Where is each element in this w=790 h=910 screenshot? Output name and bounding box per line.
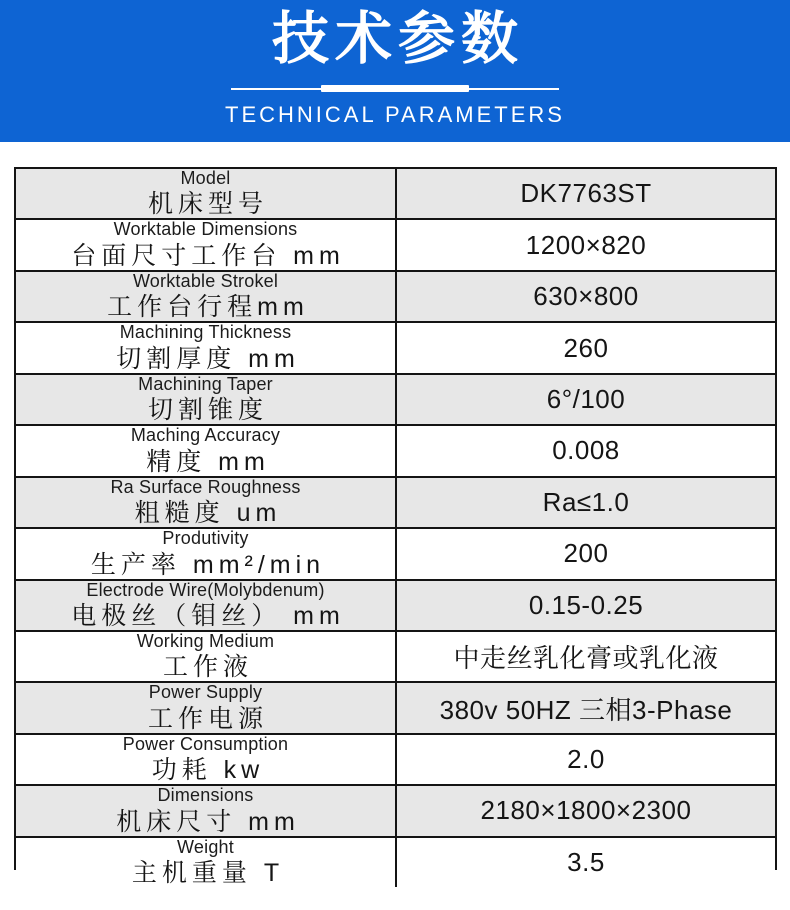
parameter-label-zh: 功耗 kw <box>151 756 265 785</box>
parameter-label-zh: 工作电源 <box>147 704 268 733</box>
spec-table <box>14 167 777 888</box>
parameter-label-zh: 工作液 <box>162 653 253 682</box>
parameter-label-en: Ra Surface Roughness <box>110 477 301 497</box>
table-row <box>16 169 775 218</box>
value-cell <box>397 581 775 630</box>
value-cell <box>397 735 775 784</box>
parameter-cell <box>16 581 397 630</box>
parameter-cell <box>16 323 397 372</box>
parameter-label-en: Machining Thickness <box>119 323 292 343</box>
table-row <box>16 630 775 681</box>
parameter-value: 6°/100 <box>546 383 626 414</box>
parameter-value: 260 <box>563 332 609 363</box>
parameter-label-zh: 精度 mm <box>146 447 270 476</box>
parameter-value: 630×800 <box>533 281 639 312</box>
title-divider <box>231 85 559 93</box>
parameter-label-en: Machining Taper <box>138 374 273 394</box>
parameter-label-en: Model <box>180 169 231 188</box>
parameter-value: 2.0 <box>567 744 605 775</box>
value-cell <box>397 426 775 475</box>
value-cell <box>397 478 775 527</box>
parameter-value: 380v 50HZ 三相3-Phase <box>439 694 733 725</box>
parameter-cell <box>16 478 397 527</box>
parameter-label-en: Weight <box>177 837 234 857</box>
parameter-label-en: Working Medium <box>136 631 275 651</box>
page-subtitle: TECHNICAL PARAMETERS <box>225 101 565 127</box>
parameter-cell <box>16 529 397 578</box>
parameter-value: 2180×1800×2300 <box>480 795 692 826</box>
header-banner <box>0 0 790 142</box>
parameter-value: 3.5 <box>567 846 605 877</box>
parameter-label-zh: 切割厚度 mm <box>116 344 300 373</box>
value-cell <box>397 529 775 578</box>
value-cell <box>397 786 775 835</box>
table-row <box>16 681 775 732</box>
table-row <box>16 424 775 475</box>
table-row <box>16 784 775 835</box>
page-title: 技术参数 <box>272 7 524 71</box>
parameter-cell <box>16 786 397 835</box>
parameter-cell <box>16 838 397 887</box>
parameter-value: DK7763ST <box>520 178 652 209</box>
table-row <box>16 270 775 321</box>
parameter-label-en: Worktable Dimensions <box>113 220 298 240</box>
parameter-label-en: Dimensions <box>157 786 254 806</box>
parameter-label-zh: 台面尺寸工作台 mm <box>71 241 345 270</box>
parameter-cell <box>16 169 397 218</box>
parameter-value: 0.008 <box>552 435 620 466</box>
parameter-label-zh: 粗糙度 um <box>134 499 282 528</box>
parameter-label-zh: 工作台行程mm <box>107 293 309 322</box>
parameter-label-en: Power Supply <box>148 683 263 703</box>
parameter-label-zh: 主机重量 T <box>131 859 285 888</box>
value-cell <box>397 375 775 424</box>
parameter-label-en: Power Consumption <box>122 734 289 754</box>
parameter-cell <box>16 683 397 732</box>
table-row <box>16 476 775 527</box>
parameter-value: 200 <box>563 538 609 569</box>
divider-bar-center <box>321 85 469 92</box>
parameter-cell <box>16 272 397 321</box>
parameter-cell <box>16 375 397 424</box>
table-row <box>16 218 775 269</box>
parameter-label-zh: 生产率 mm²/min <box>90 550 326 579</box>
parameter-label-en: Maching Accuracy <box>130 426 281 446</box>
table-row <box>16 836 775 887</box>
value-cell <box>397 323 775 372</box>
parameter-cell <box>16 735 397 784</box>
table-row <box>16 373 775 424</box>
parameter-label-zh: 切割锥度 <box>147 396 268 425</box>
value-cell <box>397 683 775 732</box>
parameter-value: 0.15-0.25 <box>528 589 644 620</box>
value-cell <box>397 220 775 269</box>
parameter-label-zh: 机床型号 <box>147 190 268 219</box>
parameter-label-en: Produtivity <box>162 529 249 549</box>
parameter-label-zh: 机床尺寸 mm <box>116 807 300 836</box>
parameter-value: 中走丝乳化膏或乳化液 <box>453 643 719 674</box>
value-cell <box>397 169 775 218</box>
parameter-cell <box>16 426 397 475</box>
value-cell <box>397 272 775 321</box>
parameter-label-en: Worktable Strokel <box>132 271 279 291</box>
parameter-value: Ra≤1.0 <box>542 486 630 517</box>
table-row <box>16 527 775 578</box>
value-cell <box>397 838 775 887</box>
value-cell <box>397 632 775 681</box>
divider-line-left <box>231 88 321 90</box>
table-row <box>16 321 775 372</box>
table-row <box>16 579 775 630</box>
parameter-label-zh: 电极丝（钼丝） mm <box>71 601 345 630</box>
table-row <box>16 733 775 784</box>
divider-line-right <box>469 88 559 90</box>
parameter-cell <box>16 220 397 269</box>
parameter-value: 1200×820 <box>525 229 647 260</box>
parameter-cell <box>16 632 397 681</box>
parameter-label-en: Electrode Wire(Molybdenum) <box>86 580 325 600</box>
